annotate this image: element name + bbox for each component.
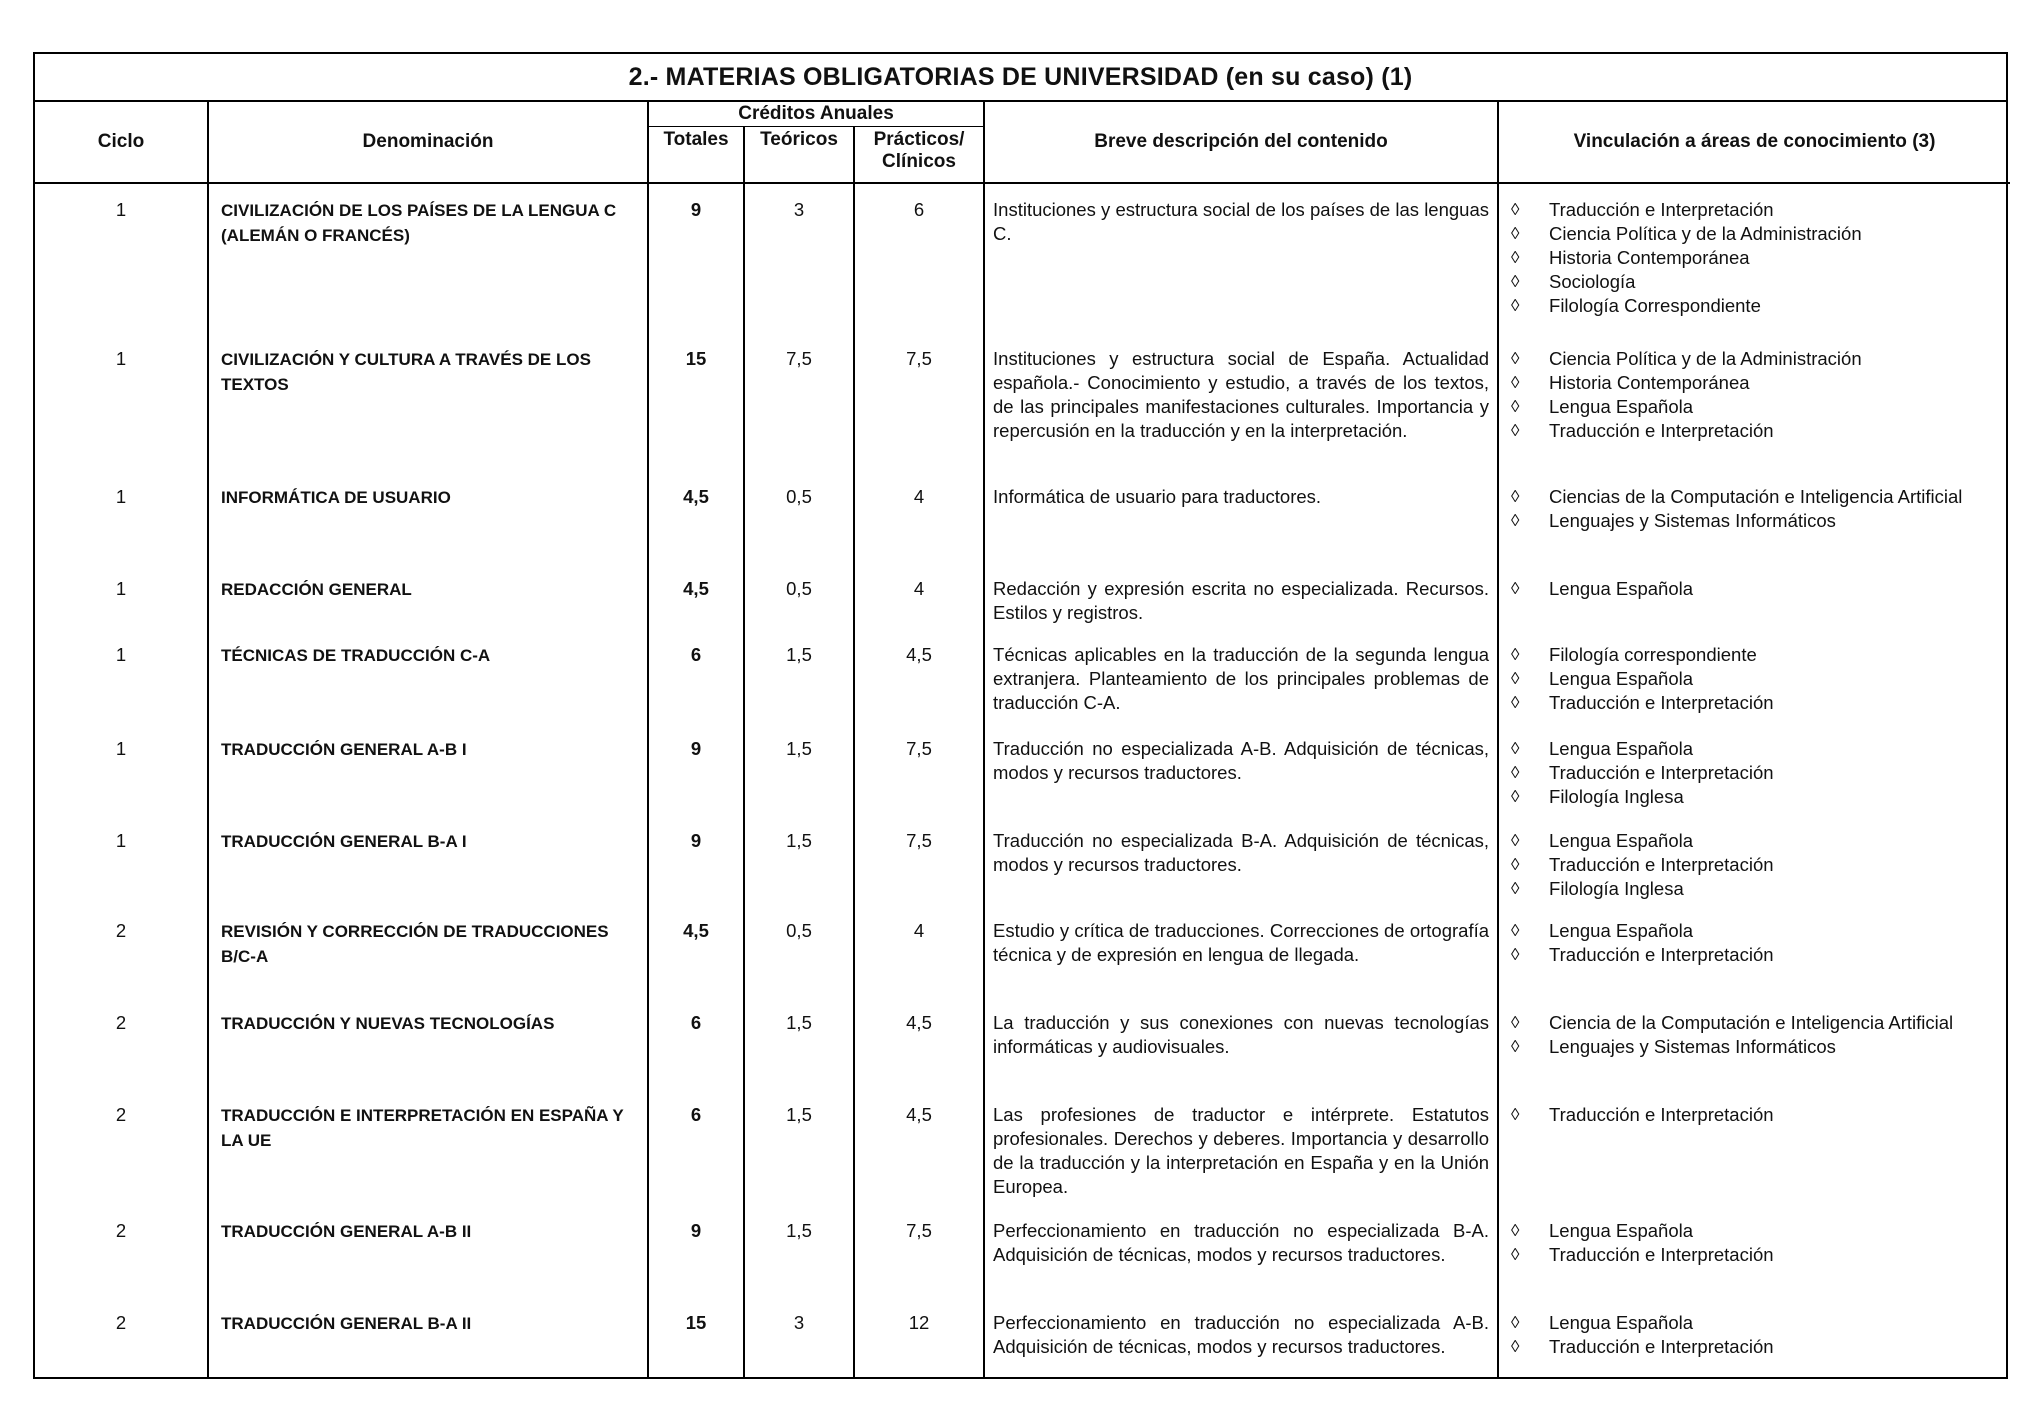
area-item — [1505, 691, 2004, 715]
cell-ciclo: 2 — [115, 1104, 127, 1125]
diamond-bullet-icon: ◊ — [1511, 1245, 1520, 1264]
cell-ciclo: 1 — [115, 486, 127, 507]
cell-totales: 9 — [648, 183, 744, 333]
cell-descripcion: Instituciones y estructura social de España. Actualidad española.- Conocimiento y estudio, a través de los textos, de las principales manifestaciones culturales. Importancia y repercusión en la traducción y en la interpretación. — [984, 333, 1498, 471]
diamond-bullet-icon: ◊ — [1511, 921, 1520, 940]
area-item — [1505, 419, 2004, 443]
area-item — [1505, 198, 2004, 222]
subject-name: REVISIÓN Y CORRECCIÓN DE TRADUCCIONES B/C-A — [221, 922, 609, 966]
area-item — [1505, 1311, 2004, 1335]
area-item — [1505, 829, 2004, 853]
cell-teoricos: 1,5 — [744, 1089, 854, 1205]
diamond-bullet-icon: ◊ — [1511, 349, 1520, 368]
area-label: Traducción e Interpretación — [1549, 1104, 1774, 1125]
area-item — [1505, 1011, 2004, 1035]
cell-practicos: 4,5 — [854, 997, 984, 1089]
cell-ciclo: 2 — [115, 1220, 127, 1241]
area-label: Lenguajes y Sistemas Informáticos — [1549, 1036, 1836, 1057]
cell-practicos: 12 — [854, 1297, 984, 1377]
table-row — [35, 1089, 2010, 1205]
cell-totales: 9 — [648, 815, 744, 905]
area-label: Traducción e Interpretación — [1549, 762, 1774, 783]
table-row — [35, 563, 2010, 629]
cell-vinculacion — [1498, 183, 2010, 333]
table-row — [35, 1205, 2010, 1297]
area-label: Traducción e Interpretación — [1549, 944, 1774, 965]
area-item — [1505, 853, 2004, 877]
diamond-bullet-icon: ◊ — [1511, 397, 1520, 416]
area-item — [1505, 1335, 2004, 1359]
area-item — [1505, 577, 2004, 601]
cell-ciclo: 2 — [115, 1012, 127, 1033]
cell-teoricos: 3 — [744, 183, 854, 333]
area-label: Traducción e Interpretación — [1549, 420, 1774, 441]
cell-descripcion: Informática de usuario para traductores. — [984, 471, 1498, 563]
area-label: Ciencias de la Computación e Inteligencia Artificial — [1549, 486, 1963, 507]
cell-ciclo: 1 — [115, 830, 127, 851]
cell-vinculacion — [1498, 563, 2010, 629]
table-row — [35, 723, 2010, 815]
area-item — [1505, 877, 2004, 901]
cell-denominacion — [208, 563, 648, 629]
cell-ciclo: 2 — [115, 920, 127, 941]
area-label: Traducción e Interpretación — [1549, 692, 1774, 713]
cell-ciclo: 1 — [115, 578, 127, 599]
area-label: Lenguajes y Sistemas Informáticos — [1549, 510, 1836, 531]
subject-name: TRADUCCIÓN GENERAL A-B II — [221, 1222, 472, 1241]
cell-totales: 6 — [648, 629, 744, 723]
cell-practicos: 4 — [854, 471, 984, 563]
diamond-bullet-icon: ◊ — [1511, 373, 1520, 392]
table-title: 2.- MATERIAS OBLIGATORIAS DE UNIVERSIDAD (en su caso) (1) — [35, 54, 2006, 102]
header-ciclo: Ciclo — [35, 102, 208, 183]
area-item — [1505, 785, 2004, 809]
diamond-bullet-icon: ◊ — [1511, 1105, 1520, 1124]
area-item — [1505, 270, 2004, 294]
cell-denominacion — [208, 905, 648, 997]
cell-vinculacion — [1498, 471, 2010, 563]
area-label: Sociología — [1549, 271, 1636, 292]
cell-vinculacion — [1498, 629, 2010, 723]
area-item — [1505, 1219, 2004, 1243]
cell-totales: 9 — [648, 723, 744, 815]
cell-teoricos: 1,5 — [744, 723, 854, 815]
cell-vinculacion — [1498, 1089, 2010, 1205]
cell-practicos: 4,5 — [854, 629, 984, 723]
cell-totales: 9 — [648, 1205, 744, 1297]
diamond-bullet-icon: ◊ — [1511, 224, 1520, 243]
cell-teoricos: 0,5 — [744, 471, 854, 563]
cell-vinculacion — [1498, 815, 2010, 905]
area-label: Traducción e Interpretación — [1549, 1244, 1774, 1265]
subject-name: TÉCNICAS DE TRADUCCIÓN C-A — [221, 646, 491, 665]
cell-descripcion: Técnicas aplicables en la traducción de la segunda lengua extranjera. Planteamiento de los principales problemas de traducción C-A. — [984, 629, 1498, 723]
cell-ciclo: 1 — [115, 738, 127, 759]
cell-ciclo: 2 — [115, 1312, 127, 1333]
header-descripcion: Breve descripción del contenido — [984, 102, 1498, 183]
area-label: Filología Inglesa — [1549, 878, 1684, 899]
diamond-bullet-icon: ◊ — [1511, 1013, 1520, 1032]
area-item — [1505, 509, 2004, 533]
table-body — [35, 183, 2010, 1377]
cell-teoricos: 1,5 — [744, 1205, 854, 1297]
cell-teoricos: 3 — [744, 1297, 854, 1377]
area-item — [1505, 246, 2004, 270]
diamond-bullet-icon: ◊ — [1511, 945, 1520, 964]
cell-descripcion: Estudio y crítica de traducciones. Correcciones de ortografía técnica y de expresión en lengua de llegada. — [984, 905, 1498, 997]
cell-ciclo: 1 — [115, 348, 127, 369]
area-item — [1505, 737, 2004, 761]
cell-vinculacion — [1498, 1205, 2010, 1297]
subject-name: TRADUCCIÓN GENERAL B-A I — [221, 832, 467, 851]
area-label: Filología Inglesa — [1549, 786, 1684, 807]
cell-practicos: 7,5 — [854, 723, 984, 815]
area-label: Lengua Española — [1549, 668, 1694, 689]
cell-descripcion: Las profesiones de traductor e intérprete. Estatutos profesionales. Derechos y deberes. Importancia y desarrollo de la traducción y la interpretación en España y en la Unión Europea. — [984, 1089, 1498, 1205]
diamond-bullet-icon: ◊ — [1511, 1313, 1520, 1332]
cell-practicos: 7,5 — [854, 333, 984, 471]
area-label: Traducción e Interpretación — [1549, 199, 1774, 220]
area-item — [1505, 294, 2004, 318]
area-label: Historia Contemporánea — [1549, 247, 1750, 268]
subject-name: TRADUCCIÓN GENERAL B-A II — [221, 1314, 472, 1333]
cell-teoricos: 1,5 — [744, 629, 854, 723]
header-vinculacion: Vinculación a áreas de conocimiento (3) — [1498, 102, 2010, 183]
cell-totales: 6 — [648, 1089, 744, 1205]
cell-descripcion: Instituciones y estructura social de los países de las lenguas C. — [984, 183, 1498, 333]
cell-denominacion — [208, 333, 648, 471]
area-item — [1505, 347, 2004, 371]
diamond-bullet-icon: ◊ — [1511, 1221, 1520, 1240]
diamond-bullet-icon: ◊ — [1511, 421, 1520, 440]
header-practicos: Prácticos/ Clínicos — [854, 126, 984, 183]
cell-practicos: 7,5 — [854, 815, 984, 905]
header-denominacion: Denominación — [208, 102, 648, 183]
area-item — [1505, 1243, 2004, 1267]
diamond-bullet-icon: ◊ — [1511, 248, 1520, 267]
subject-name: INFORMÁTICA DE USUARIO — [221, 488, 451, 507]
area-label: Lengua Española — [1549, 738, 1694, 759]
subjects-table — [35, 102, 2010, 1377]
cell-denominacion — [208, 471, 648, 563]
table-header — [35, 102, 2010, 183]
area-label: Historia Contemporánea — [1549, 372, 1750, 393]
table-row — [35, 471, 2010, 563]
header-teoricos: Teóricos — [744, 126, 854, 183]
diamond-bullet-icon: ◊ — [1511, 855, 1520, 874]
cell-denominacion — [208, 1297, 648, 1377]
diamond-bullet-icon: ◊ — [1511, 669, 1520, 688]
cell-teoricos: 1,5 — [744, 997, 854, 1089]
cell-vinculacion — [1498, 1297, 2010, 1377]
table-row — [35, 629, 2010, 723]
cell-descripcion: La traducción y sus conexiones con nuevas tecnologías informáticas y audiovisuales. — [984, 997, 1498, 1089]
cell-vinculacion — [1498, 723, 2010, 815]
cell-vinculacion — [1498, 333, 2010, 471]
diamond-bullet-icon: ◊ — [1511, 831, 1520, 850]
area-item — [1505, 943, 2004, 967]
cell-denominacion — [208, 723, 648, 815]
cell-totales: 6 — [648, 997, 744, 1089]
area-label: Lengua Española — [1549, 578, 1694, 599]
diamond-bullet-icon: ◊ — [1511, 272, 1520, 291]
cell-vinculacion — [1498, 997, 2010, 1089]
area-label: Lengua Española — [1549, 396, 1694, 417]
cell-denominacion — [208, 1089, 648, 1205]
area-label: Lengua Española — [1549, 1220, 1694, 1241]
cell-totales: 4,5 — [648, 563, 744, 629]
cell-descripcion: Perfeccionamiento en traducción no especializada A-B. Adquisición de técnicas, modos y recursos traductores. — [984, 1297, 1498, 1377]
area-label: Lengua Española — [1549, 1312, 1694, 1333]
table-row — [35, 997, 2010, 1089]
cell-practicos: 4,5 — [854, 1089, 984, 1205]
subject-name: TRADUCCIÓN E INTERPRETACIÓN EN ESPAÑA Y LA UE — [221, 1106, 624, 1150]
area-label: Filología Correspondiente — [1549, 295, 1761, 316]
subjects-table-sheet — [33, 52, 2008, 1379]
area-label: Traducción e Interpretación — [1549, 854, 1774, 875]
cell-practicos: 6 — [854, 183, 984, 333]
area-item — [1505, 1035, 2004, 1059]
header-creditos-anuales: Créditos Anuales — [648, 102, 984, 126]
cell-totales: 4,5 — [648, 471, 744, 563]
cell-practicos: 4 — [854, 563, 984, 629]
area-label: Lengua Española — [1549, 830, 1694, 851]
cell-denominacion — [208, 815, 648, 905]
cell-denominacion — [208, 997, 648, 1089]
cell-descripcion: Traducción no especializada A-B. Adquisición de técnicas, modos y recursos traductores. — [984, 723, 1498, 815]
diamond-bullet-icon: ◊ — [1511, 763, 1520, 782]
subject-name: TRADUCCIÓN Y NUEVAS TECNOLOGÍAS — [221, 1014, 555, 1033]
cell-teoricos: 0,5 — [744, 563, 854, 629]
area-item — [1505, 919, 2004, 943]
diamond-bullet-icon: ◊ — [1511, 645, 1520, 664]
diamond-bullet-icon: ◊ — [1511, 739, 1520, 758]
cell-ciclo: 1 — [115, 199, 127, 220]
area-item — [1505, 395, 2004, 419]
diamond-bullet-icon: ◊ — [1511, 1337, 1520, 1356]
diamond-bullet-icon: ◊ — [1511, 296, 1520, 315]
diamond-bullet-icon: ◊ — [1511, 1037, 1520, 1056]
area-label: Ciencia de la Computación e Inteligencia Artificial — [1549, 1012, 1954, 1033]
header-totales: Totales — [648, 126, 744, 183]
diamond-bullet-icon: ◊ — [1511, 787, 1520, 806]
cell-teoricos: 0,5 — [744, 905, 854, 997]
cell-ciclo: 1 — [115, 644, 127, 665]
area-label: Ciencia Política y de la Administración — [1549, 348, 1862, 369]
table-row — [35, 905, 2010, 997]
cell-denominacion — [208, 629, 648, 723]
cell-descripcion: Perfeccionamiento en traducción no especializada B-A. Adquisición de técnicas, modos y recursos traductores. — [984, 1205, 1498, 1297]
area-item — [1505, 222, 2004, 246]
diamond-bullet-icon: ◊ — [1511, 693, 1520, 712]
subject-name: TRADUCCIÓN GENERAL A-B I — [221, 740, 467, 759]
table-row — [35, 815, 2010, 905]
diamond-bullet-icon: ◊ — [1511, 579, 1520, 598]
area-label: Ciencia Política y de la Administración — [1549, 223, 1862, 244]
cell-practicos: 4 — [854, 905, 984, 997]
area-item — [1505, 485, 2004, 509]
cell-practicos: 7,5 — [854, 1205, 984, 1297]
cell-totales: 4,5 — [648, 905, 744, 997]
cell-denominacion — [208, 1205, 648, 1297]
area-label: Lengua Española — [1549, 920, 1694, 941]
diamond-bullet-icon: ◊ — [1511, 200, 1520, 219]
diamond-bullet-icon: ◊ — [1511, 487, 1520, 506]
table-row — [35, 1297, 2010, 1377]
area-item — [1505, 761, 2004, 785]
cell-descripcion: Redacción y expresión escrita no especializada. Recursos. Estilos y registros. — [984, 563, 1498, 629]
subject-name: CIVILIZACIÓN Y CULTURA A TRAVÉS DE LOS TEXTOS — [221, 350, 591, 394]
cell-vinculacion — [1498, 905, 2010, 997]
cell-totales: 15 — [648, 333, 744, 471]
table-row — [35, 183, 2010, 333]
subject-name: CIVILIZACIÓN DE LOS PAÍSES DE LA LENGUA C (ALEMÁN O FRANCÉS) — [221, 201, 617, 245]
cell-teoricos: 7,5 — [744, 333, 854, 471]
area-item — [1505, 371, 2004, 395]
cell-teoricos: 1,5 — [744, 815, 854, 905]
area-item — [1505, 643, 2004, 667]
table-row — [35, 333, 2010, 471]
cell-descripcion: Traducción no especializada B-A. Adquisición de técnicas, modos y recursos traductores. — [984, 815, 1498, 905]
area-item — [1505, 1103, 2004, 1127]
area-item — [1505, 667, 2004, 691]
cell-totales: 15 — [648, 1297, 744, 1377]
diamond-bullet-icon: ◊ — [1511, 879, 1520, 898]
diamond-bullet-icon: ◊ — [1511, 511, 1520, 530]
cell-denominacion — [208, 183, 648, 333]
subject-name: REDACCIÓN GENERAL — [221, 580, 412, 599]
area-label: Filología correspondiente — [1549, 644, 1757, 665]
area-label: Traducción e Interpretación — [1549, 1336, 1774, 1357]
